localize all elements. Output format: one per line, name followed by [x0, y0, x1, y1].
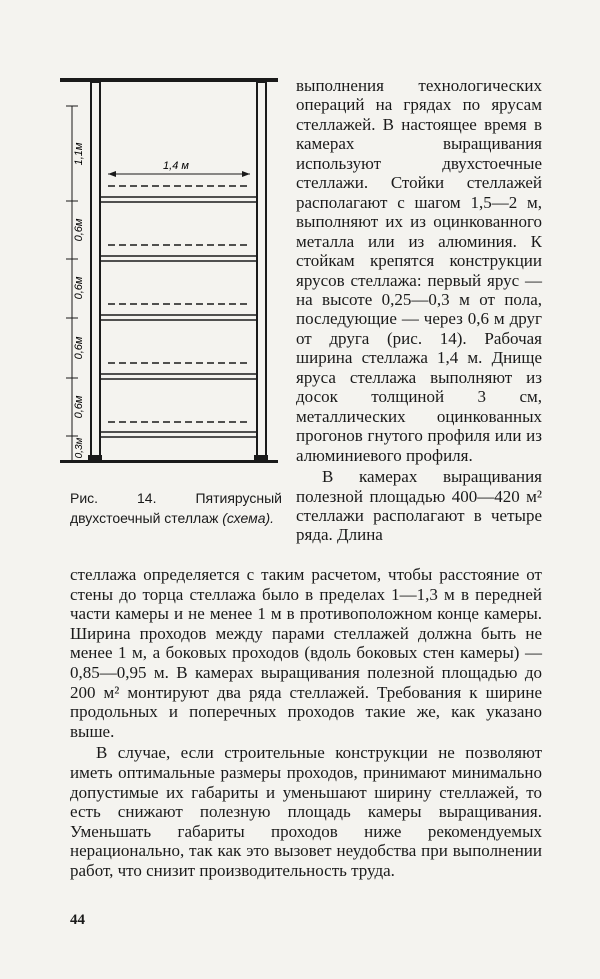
paragraph-start: В камерах выращивания полезной площадью 400—420 м² стеллажи располагают в четыре ряда. Длина — [296, 467, 542, 545]
shelving-schematic — [58, 76, 280, 480]
shelf-tier-1 — [100, 186, 257, 202]
column-paragraph: выполнения технологических операций на грядах по ярусам стеллажей. В настоящее время в камерах выращивания используют двухстоечные стеллажи. Стойки стеллажей располагают с шагом 1,5—2 м, выполняют их из оцинкованного металла или из алюминия. К стойкам крепятся конструкции ярусов стеллажа: первый ярус — на высоте 0,25—0,3 м от пола, последующие — через 0,6 м друг от друга (рис. 14). Рабочая ширина стеллажа 1,4 м. Днище яруса стеллажа выполняют из досок толщиной 3 см, металлических оцинкованных прогонов гнутого профиля или из алюминиевого профиля. — [296, 76, 542, 465]
shelf-tier-2 — [100, 245, 257, 261]
left-post — [91, 82, 100, 456]
dimension-label: 1,1м — [73, 142, 85, 166]
paragraph: В случае, если строительные конструкции не позволяют иметь оптимальные размеры проходов, принимают минимально допустимые их габариты и уменьшают ширину стеллажей, то есть снижают полезную площадь камеры выращивания. Уменьшать габариты проходов ниже рекомендуемых нерационально, так как это вызовет неудобства при выполнении работ, что снизит производительность труда. — [70, 743, 542, 880]
shelf-tier-4 — [100, 363, 257, 379]
paragraph-continuation: стеллажа определяется с таким расчетом, чтобы расстояние от стены до торца стеллажа было в пределах 1—1,3 м в передней части камеры и не менее 1 м в противоположном конце камеры. Ширина проходов между парами стеллажей должна быть не менее 1 м, а боковых проходов (вдоль боковых стен камеры) — 0,85—0,95 м. В камерах выращивания полезной площадью до 200 м² монтируют два ряда стеллажей. Требования к ширине продольных и поперечных проходов такие же, как указано выше. — [70, 565, 542, 741]
dimension-label: 0,6м — [73, 336, 85, 360]
shelving-diagram — [58, 76, 280, 480]
width-label: 1,4 м — [163, 160, 189, 172]
dimension-label: 0,3м — [74, 437, 85, 459]
dimension-label: 0,6м — [73, 276, 85, 300]
shelf-tier-3 — [100, 304, 257, 320]
caption-text: Рис. 14. Пятиярусный двухстоечный стеллаж — [70, 490, 282, 526]
right-post — [257, 82, 266, 456]
caption-note: (схема). — [222, 510, 275, 526]
figure-caption — [70, 488, 282, 528]
dimension-label: 0,6м — [73, 218, 85, 242]
shelf-tier-5 — [100, 422, 257, 437]
full-width-text — [70, 565, 542, 881]
page-number: 44 — [70, 912, 85, 928]
right-column-text — [296, 76, 542, 545]
dimension-label: 0,6м — [73, 395, 85, 419]
